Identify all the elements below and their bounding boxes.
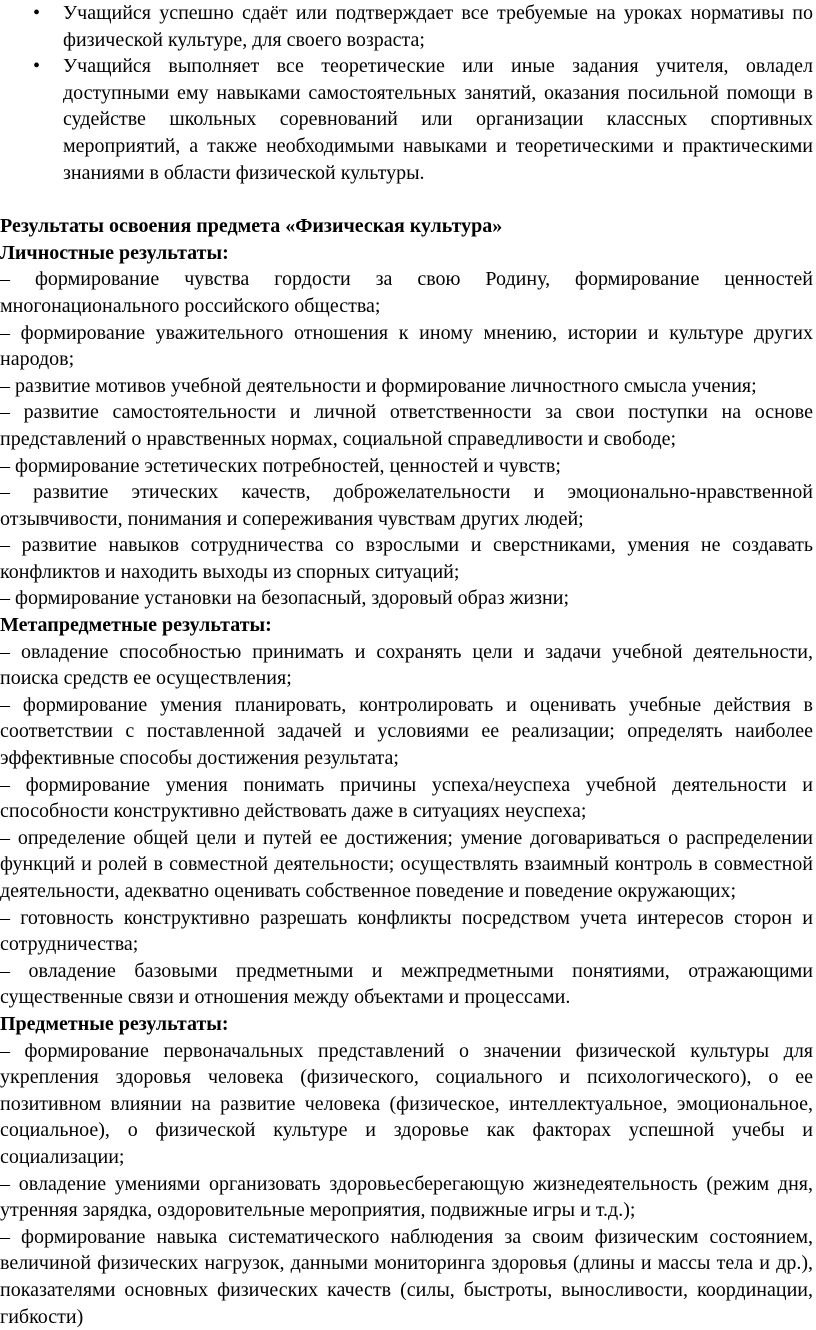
paragraph: – формирование умения понимать причины успеха/неуспеха учебной деятельности и способности конструктивно действовать даже в ситуациях неуспеха;: [0, 773, 813, 823]
blank-line: [0, 186, 813, 213]
meta-results-heading: Метапредметные результаты:: [0, 614, 272, 637]
paragraph: – развитие навыков сотрудничества со взрослыми и сверстниками, умения не создавать конфликтов и находить выходы из спорных ситуаций;: [0, 534, 813, 583]
section-title: Результаты освоения предмета «Физическая культура»: [0, 215, 503, 238]
list-item: [0, 53, 813, 186]
paragraph: – формирование эстетических потребностей, ценностей и чувств;: [0, 454, 561, 477]
paragraph: – формирование первоначальных представлений о значении физической культуры для укрепления здоровья человека (физического, социального и психологического), о ее позитивном влиянии на развитие человека (физическое, интеллектуальное, эмоциональное, социальное), о физической культуре и здоровье как факторах успешной учебы и социализации;: [0, 1039, 813, 1168]
bullet-icon: •: [33, 55, 41, 78]
paragraph: – определение общей цели и путей ее достижения; умение договариваться о распределении функций и ролей в совместной деятельности; осуществлять взаимный контроль в совместной деятельности, адекватно оценивать собственное поведение и поведение окружающих;: [0, 826, 813, 902]
paragraph: – формирование уважительного отношения к иному мнению, истории и культуре других народов;: [0, 321, 813, 371]
bullet-text: Учащийся выполняет все теоретические или иные задания учителя, овладел доступными ему навыками самостоятельных занятий, оказания посильной помощи в судействе школьных соревнований или организации классных спортивных мероприятий, а также необходимыми навыками и теоретическими и практическими знаниями в области физической культуры.: [63, 55, 813, 184]
paragraph: – формирование установки на безопасный, здоровый образ жизни;: [0, 587, 569, 610]
paragraph: – развитие самостоятельности и личной ответственности за свои поступки на основе представлений о нравственных нормах, социальной справедливости и свободе;: [0, 401, 813, 450]
paragraph: – развитие мотивов учебной деятельности и формирование личностного смысла учения;: [0, 374, 757, 397]
personal-results-heading: Личностные результаты:: [0, 241, 229, 264]
bullet-list: [0, 0, 813, 186]
paragraph: – овладение базовыми предметными и межпредметными понятиями, отражающими существенные связи и отношения между объектами и процессами.: [0, 959, 813, 1009]
paragraph: – развитие этических качеств, доброжелательности и эмоционально-нравственной отзывчивости, понимания и сопереживания чувствам других людей;: [0, 481, 813, 530]
paragraph: – формирование умения планировать, контролировать и оценивать учебные действия в соответствии с поставленной задачей и условиями ее реализации; определять наиболее эффективные способы достижения результата;: [0, 693, 813, 770]
bullet-icon: •: [33, 2, 41, 24]
subject-results-heading: Предметные результаты:: [0, 1012, 229, 1035]
paragraph: – овладение умениями организовать здоровьесберегающую жизнедеятельность (режим дня, утренняя зарядка, оздоровительные мероприятия, подвижные игры и т.д.);: [0, 1172, 813, 1222]
list-item: [0, 0, 813, 53]
paragraph: – овладение способностью принимать и сохранять цели и задачи учебной деятельности, поиска средств ее осуществления;: [0, 640, 813, 690]
bullet-text: Учащийся успешно сдаёт или подтверждает все требуемые на уроках нормативы по физической культуре, для своего возраста;: [63, 2, 813, 51]
paragraph: – формирование чувства гордости за свою Родину, формирование ценностей многонационального российского общества;: [0, 268, 813, 317]
paragraph: – формирование навыка систематического наблюдения за своим физическим состоянием, величиной физических нагрузок, данными мониторинга здоровья (длины и массы тела и др.), показателями основных физических качеств (силы, быстроты, выносливости, координации, гибкости): [0, 1225, 813, 1328]
paragraph: – готовность конструктивно разрешать конфликты посредством учета интересов сторон и сотрудничества;: [0, 906, 813, 956]
